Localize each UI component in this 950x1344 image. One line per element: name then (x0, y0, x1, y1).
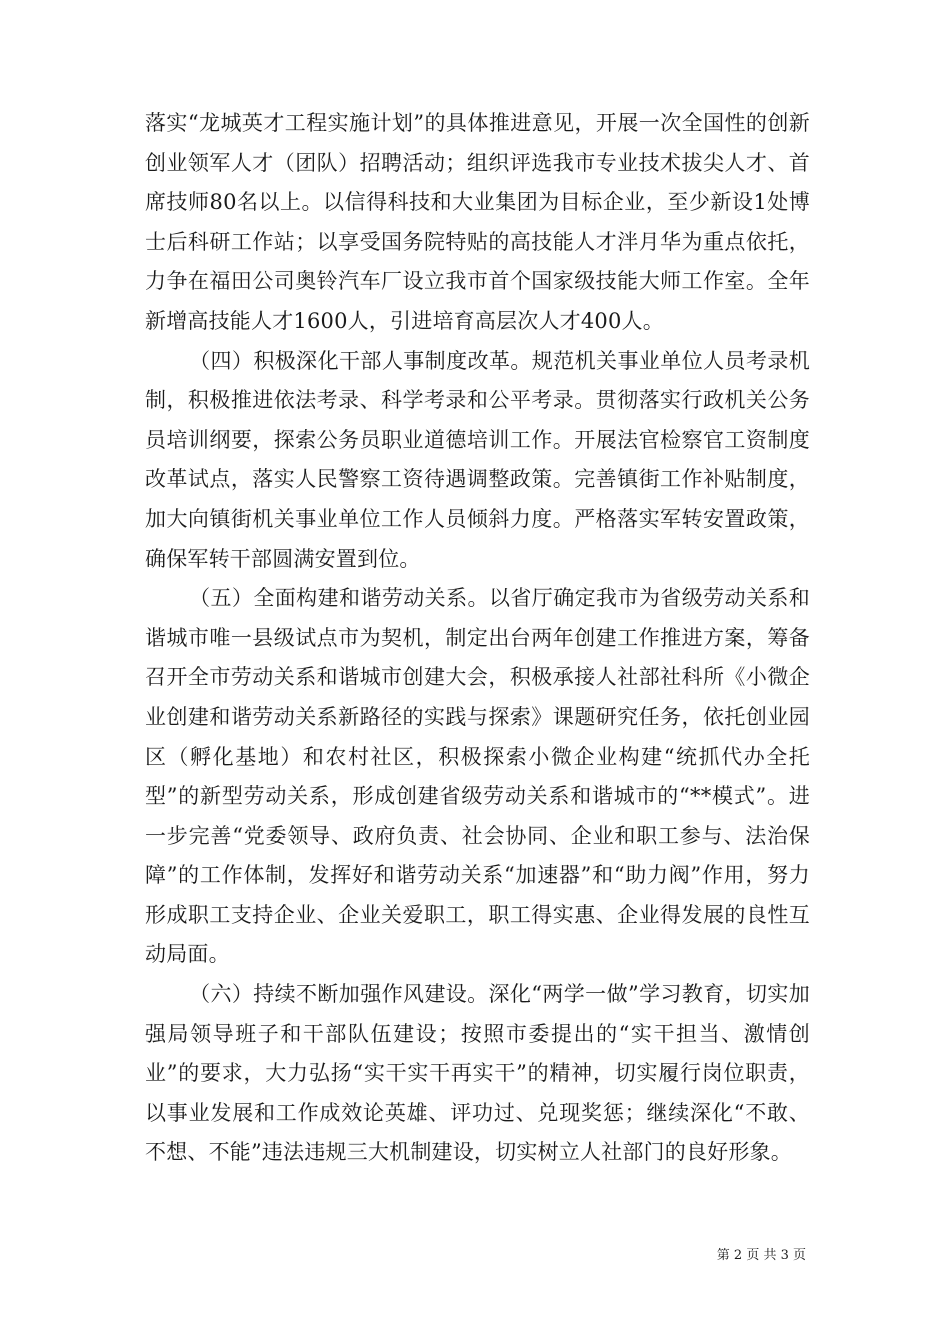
page-number-footer: 第 2 页 共 3 页 (716, 1248, 806, 1263)
document-body (145, 104, 810, 1173)
paragraph-work-style: （六）持续不断加强作风建设。深化“两学一做”学习教育，切实加强局领导班子和干部队伍建设；按照市委提出的“实干担当、激情创业”的要求，大力弘扬“实干实干再实干”的精神，切实履行岗位职责，以事业发展和工作成效论英雄、评功过、兑现奖惩；继续深化“不敢、不想、不能”违法违规三大机制建设，切实树立人社部门的良好形象。 (145, 982, 810, 1165)
paragraph-talent-plan: 落实“龙城英才工程实施计划”的具体推进意见，开展一次全国性的创新创业领军人才（团队）招聘活动；组织评选我市专业技术拔尖人才、首席技师80名以上。以信得科技和大业集团为目标企业，至少新设1处博士后科研工作站；以享受国务院特贴的高技能人才泮月华为重点依托，力争在福田公司奥铃汽车厂设立我市首个国家级技能大师工作室。全年新增高技能人才1600人，引进培育高层次人才400人。 (145, 111, 810, 333)
paragraph-labor-relations: （五）全面构建和谐劳动关系。以省厅确定我市为省级劳动关系和谐城市唯一县级试点市为契机，制定出台两年创建工作推进方案，筹备召开全市劳动关系和谐城市创建大会，积极承接人社部社科所《小微企业创建和谐劳动关系新路径的实践与探索》课题研究任务，依托创业园区（孵化基地）和农村社区，积极探索小微企业构建“统抓代办全托型”的新型劳动关系，形成创建省级劳动关系和谐城市的“**模式”。进一步完善“党委领导、政府负责、社会协同、企业和职工参与、法治保障”的工作体制，发挥好和谐劳动关系“加速器”和“助力阀”作用，努力形成职工支持企业、企业关爱职工，职工得实惠、企业得发展的良性互动局面。 (145, 586, 810, 967)
paragraph-personnel-reform: （四）积极深化干部人事制度改革。规范机关事业单位人员考录机制，积极推进依法考录、科学考录和公平考录。贯彻落实行政机关公务员培训纲要，探索公务员职业道德培训工作。开展法官检察官工资制度改革试点，落实人民警察工资待遇调整政策。完善镇街工作补贴制度，加大向镇街机关事业单位工作人员倾斜力度。严格落实军转安置政策，确保军转干部圆满安置到位。 (145, 348, 810, 571)
